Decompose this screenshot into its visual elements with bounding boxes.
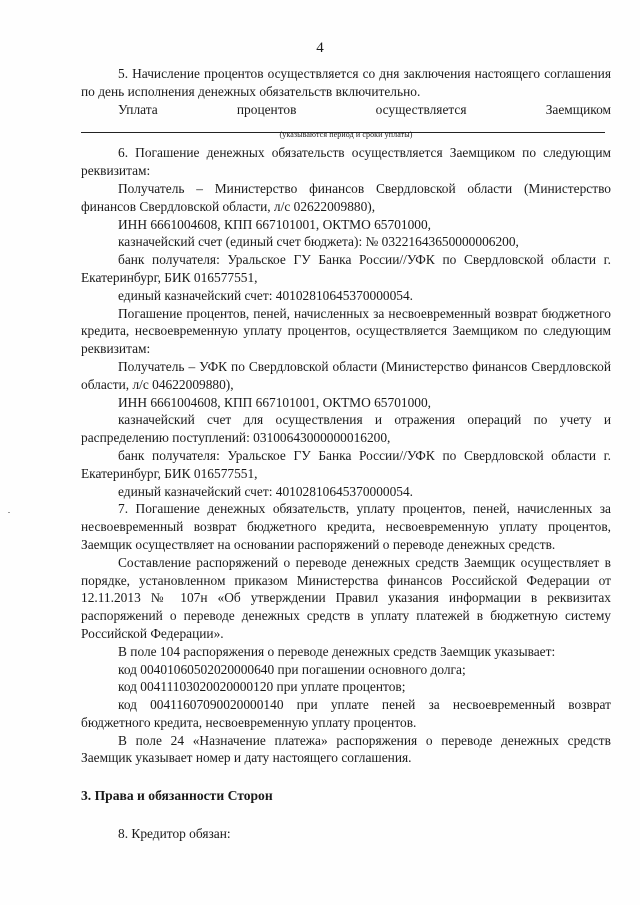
ekc-2: единый казначейский счет: 40102810645370000054. — [118, 483, 414, 499]
inn-1: ИНН 6661004608, КПП 667101001, ОКТМО 65701000, — [118, 216, 432, 232]
clause-6-intro: 6. Погашение денежных обязательств осуществляется Заемщиком по следующим реквизитам: — [81, 145, 611, 179]
clause-8: 8. Кредитор обязан: — [118, 826, 231, 842]
penalty-intro: Погашение процентов, пеней, начисленных за несвоевременный возврат бюджетного кредита, несвоевременную уплату процентов, осуществляется Заемщиком по следующим реквизитам: — [81, 305, 611, 357]
field-104-paragraph: В поле 104 распоряжения о переводе денежных средств Заемщик указывает: — [118, 643, 556, 659]
fill-in-caption: (указываются период и сроки уплаты) — [279, 130, 413, 140]
orders-paragraph: Составление распоряжений о переводе денежных средств Заемщик осуществляет в порядке, установленном приказом Министерства финансов Российской Федерации от 12.11.2013 № 107н «Об утверждении Правил указания информации в реквизитах распоряжений о переводе денежных средств в уплату платежей в бюджетную систему Российской Федерации». — [81, 554, 611, 641]
margin-mark — [8, 512, 10, 513]
clause-5: 5. Начисление процентов осуществляется со дня заключения настоящего соглашения по день исполнения денежных обязательств включительно. — [81, 66, 611, 99]
recipient-2: Получатель – УФК по Свердловской области (Министерство финансов Свердловской области, л/с 04622009880), — [81, 358, 611, 392]
field-24-paragraph: В поле 24 «Назначение платежа» распоряжения о переводе денежных средств Заемщик указывает номер и дату настоящего соглашения. — [81, 732, 611, 766]
page-number: 4 — [316, 40, 324, 56]
recipient-1: Получатель – Министерство финансов Свердловской области (Министерство финансов Свердловской области, л/с 02622009880), — [81, 180, 611, 214]
code-interest: код 00411103020020000120 при уплате процентов; — [118, 679, 406, 695]
inn-2: ИНН 6661004608, КПП 667101001, ОКТМО 65701000, — [118, 394, 432, 410]
code-penalty: код 00411607090020000140 при уплате пеней за несвоевременный возврат бюджетного кредита, несвоевременную уплату процентов. — [81, 697, 611, 730]
treasury-account-2: казначейский счет для осуществления и отражения операций по учету и распределению поступлений: 03100643000000016200, — [81, 412, 611, 446]
code-principal: код 00401060502020000640 при погашении основного долга; — [118, 661, 466, 677]
bank-1: банк получателя: Уральское ГУ Банка России//УФК по Свердловской области г. Екатеринбург, БИК 016577551, — [81, 252, 611, 285]
clause-7: 7. Погашение денежных обязательств, уплату процентов, пеней, начисленных за несвоевременный возврат бюджетного кредита, несвоевременную уплату процентов, Заемщик осуществляет на основании распоряжений о переводе денежных средств. — [81, 501, 611, 552]
bank-2: банк получателя: Уральское ГУ Банка России//УФК по Свердловской области г. Екатеринбург, БИК 016577551, — [81, 447, 611, 481]
treasury-account-1: казначейский счет (единый счет бюджета): № 03221643650000006200, — [118, 234, 519, 250]
section-3-heading: 3. Права и обязанности Сторон — [81, 788, 273, 804]
ekc-1: единый казначейский счет: 40102810645370000054. — [118, 287, 414, 303]
payment-line: Уплата процентов осуществляется Заемщиком — [118, 101, 611, 117]
document-body — [81, 65, 611, 843]
